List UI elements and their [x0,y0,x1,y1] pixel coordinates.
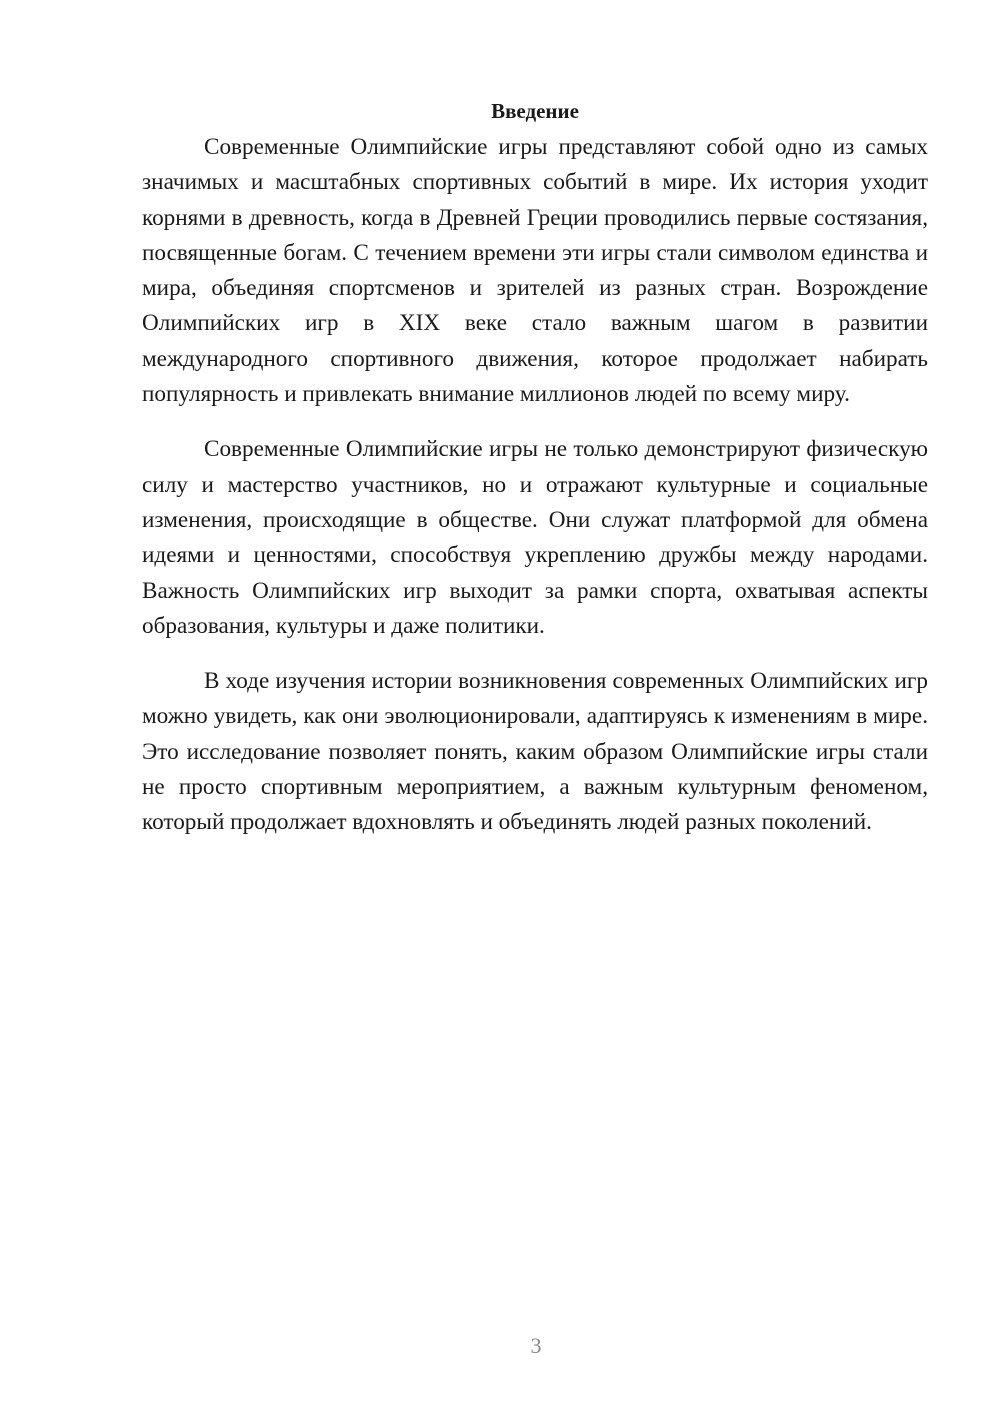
paragraph-3: В ходе изучения истории возникновения современных Олимпийских игр можно увидеть, как они эволюционировали, адаптируясь к изменениям в мире. Это исследование позволяет понять, каким образом Олимпийские игры стали не просто спортивным мероприятием, а важным культурным феноменом, который продолжает вдохновлять и объединять людей разных поколений. [142,668,928,836]
page-content [142,96,928,861]
section-title: Введение [491,99,579,123]
paragraph-1: Современные Олимпийские игры представляют собой одно из самых значимых и масштабных спортивных событий в мире. Их история уходит корнями в древность, когда в Древней Греции проводились первые состязания, посвященные богам. С течением времени эти игры стали символом единства и мира, объединяя спортсменов и зрителей из разных стран. Возрождение Олимпийских игр в XIX веке стало важным шагом в развитии международного спортивного движения, которое продолжает набирать популярность и привлекать внимание миллионов людей по всему миру. [142,134,928,408]
page-number: 3 [530,1333,542,1358]
paragraph-2: Современные Олимпийские игры не только демонстрируют физическую силу и мастерство участников, но и отражают культурные и социальные изменения, происходящие в обществе. Они служат платформой для обмена идеями и ценностями, способствуя укреплению дружбы между народами. Важность Олимпийских игр выходит за рамки спорта, охватывая аспекты образования, культуры и даже политики. [142,436,928,639]
